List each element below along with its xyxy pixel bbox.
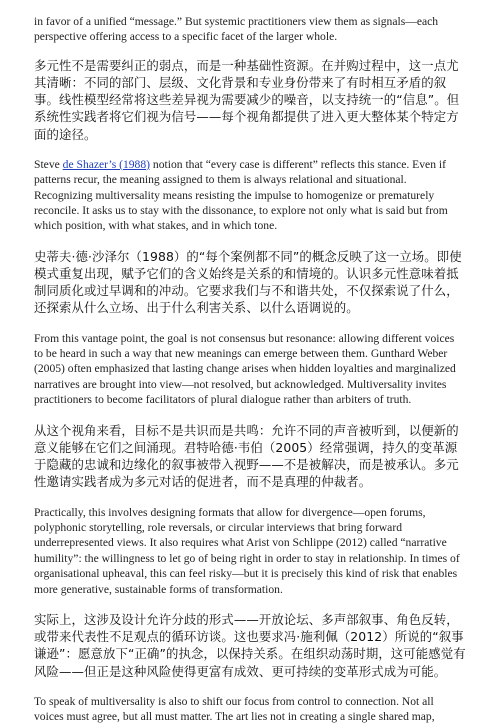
paragraph-zh-3: 从这个视角来看，目标不是共识而是共鸣：允许不同的声音被听到，以便新的意义能够在它们之间涌现。君特哈德·韦伯（2005）经常强调，持久的变革源于隐藏的忠诚和边缘化的叙事被带入视野——不是被解决，而是被承认。多元性邀请实践者成为多元对话的促进者，而不是真理的仲裁者。	[34, 422, 459, 490]
paragraph-en-5: To speak of multiversality is also to shift our focus from control to connection. Not all voices must agree, but all must matter. The art lies not in creating a single shared map,	[34, 694, 435, 724]
paragraph-en-2	[34, 157, 466, 234]
paragraph-zh-4: 实际上，这涉及设计允许分歧的形式——开放论坛、多声部叙事、角色反转，或带来代表性不足观点的循环访谈。这也要求冯·施利佩（2012）所说的“叙事谦逊”：愿意放下“正确”的执念，以保持关系。在组织动荡时期，这可能感觉有风险——但正是这种风险使得更富有成效、更可持续的变革形式成为可能。	[34, 611, 466, 679]
paragraph-en-2-body: notion that “every case is different” reflects this stance. Even if patterns recur, the meaning assigned to them is always relational and situational. Recognizing multiversality means resisting the impulse to homogenize or prematurely reconcile. It asks us to stay with the dissonance, to explore not only what is said but from which position, with what stakes, and in which tone.	[34, 157, 448, 233]
paragraph-en-3: From this vantage point, the goal is not consensus but resonance: allowing different voices to be heard in such a way that new meanings can emerge between them. Gunthard Weber (2005) often emphasized that lasting change arises when hidden loyalties and marginalized narratives are brought into view—not resolved, but acknowledged. Multiversality invites practitioners to become facilitators of plural dialogue rather than arbiters of truth.	[34, 331, 456, 407]
citation-link-de-shazer[interactable]: de Shazer’s (1988)	[62, 157, 151, 171]
paragraph-zh-2: 史蒂夫·德·沙泽尔（1988）的“每个案例都不同”的概念反映了这一立场。即使模式重复出现，赋予它们的含义始终是关系的和情境的。认识多元性意味着抵制同质化或过早调和的冲动。它要求我们与不和谐共处，不仅探索说了什么，还探索从什么立场、出于什么利害关系、以什么语调说的。	[34, 248, 462, 316]
paragraph-en-2-lead: Steve	[34, 157, 63, 171]
paragraph-en-4: Practically, this involves designing formats that allow for divergence—open forums, polyphonic storytelling, role reversals, or circular interviews that bring forward underrepresented views. It also requires what Arist von Schlippe (2012) called “narrative humility”: the willingness to let go of being right in order to stay in relationship. In times of organisational upheaval, this can feel risky—but it is precisely this kind of risk that enables more generative, sustainable forms of transformation.	[34, 505, 460, 596]
paragraph-zh-1: 多元性不是需要纠正的弱点，而是一种基础性资源。在并购过程中，这一点尤其清晰：不同的部门、层级、文化背景和专业身份带来了有时相互矛盾的叙事。线性模型经常将这些差异视为需要减少的噪音，以支持统一的“信息”。但系统性实践者将它们视为信号——每个视角都提供了进入更大整体某个特定方面的途径。	[34, 57, 460, 142]
paragraph-en-1: in favor of a unified “message.” But systemic practitioners view them as signals—each perspective offering access to a specific facet of the larger whole.	[34, 15, 439, 44]
